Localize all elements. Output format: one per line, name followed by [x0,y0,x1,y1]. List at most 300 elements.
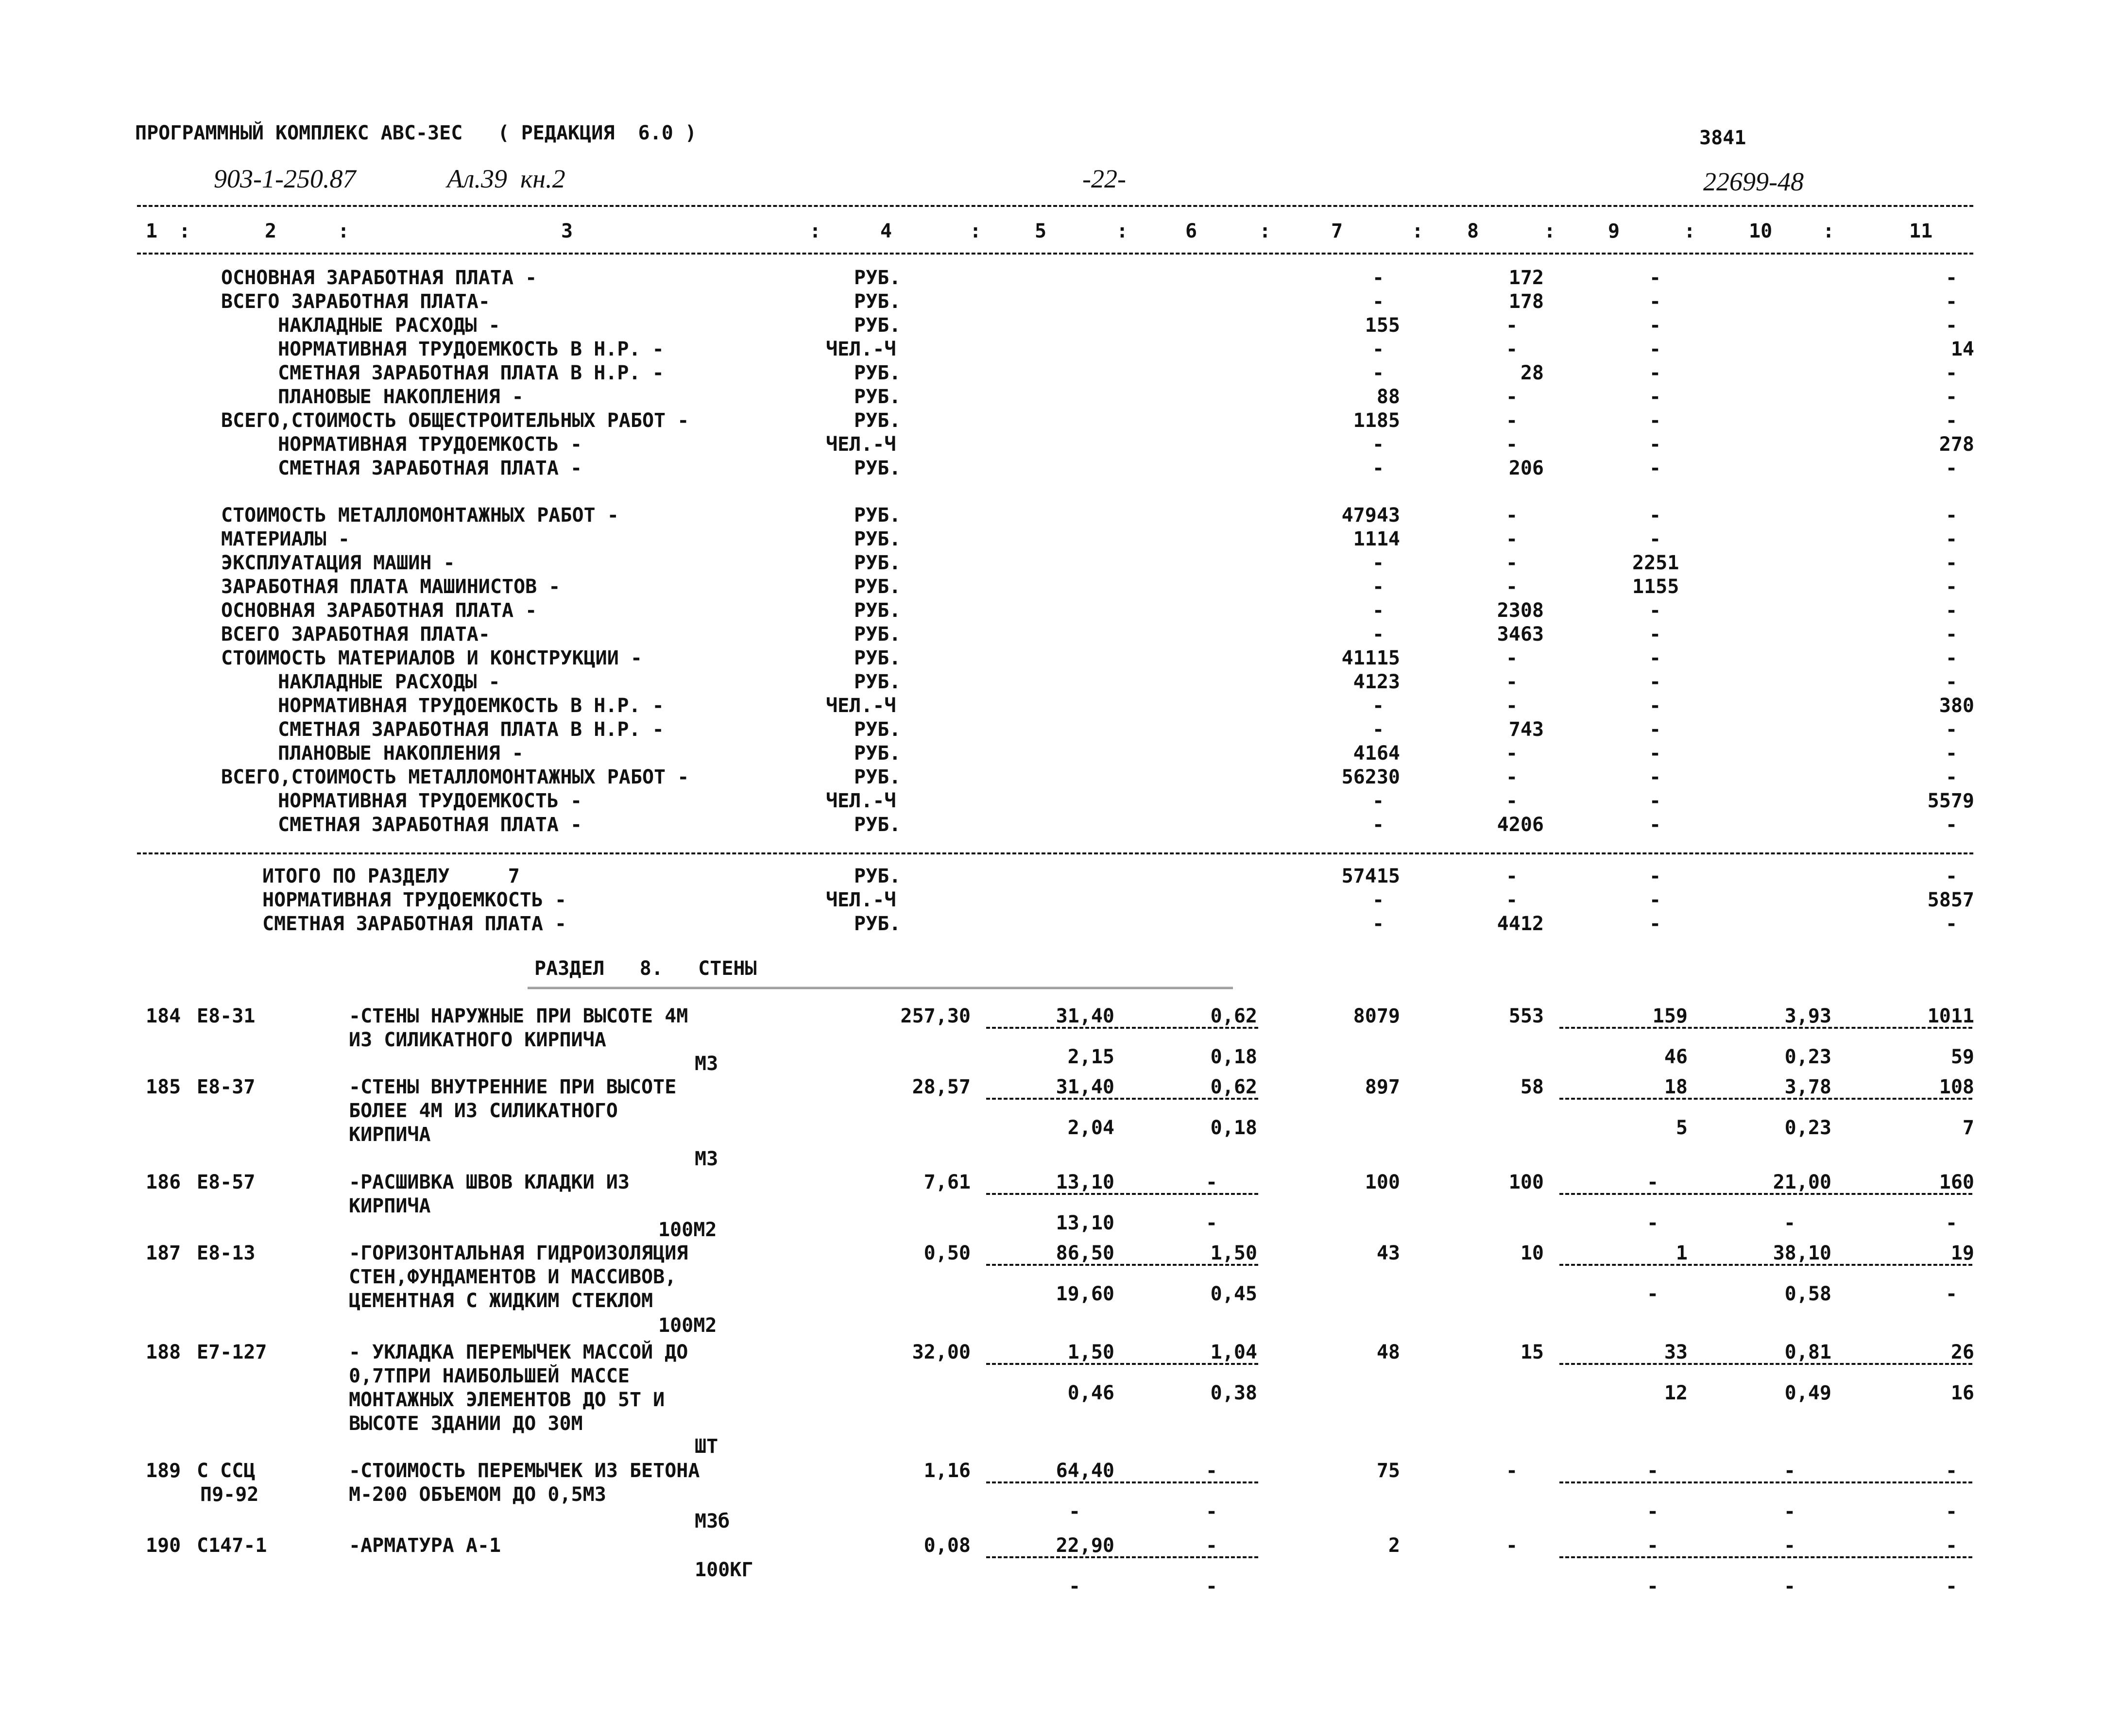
item-labor-total: 19 [1950,1242,1974,1264]
item-machine-price: 0,62 [1210,1005,1257,1027]
summary-col7: - [1372,576,1385,598]
summary-col9: - [1649,623,1661,646]
item-total: 48 [1376,1341,1400,1363]
item-quantity: 28,57 [912,1076,971,1098]
item-subrule [1559,1098,1972,1100]
summary-col9: - [1649,718,1661,741]
sheet-number: 3841 [1699,127,1746,149]
column-separator: : [179,220,191,242]
item-machines: - [1647,1171,1659,1193]
item-number: 187 [146,1242,181,1264]
summary-col11: - [1946,865,1958,887]
summary-col9: - [1649,338,1661,360]
item-subrule [986,1098,1258,1100]
summary-col8: 4206 [1497,814,1544,836]
item-labor-total-b: - [1946,1212,1958,1234]
item-labor-rate: - [1784,1534,1796,1557]
summary-unit: РУБ. [854,314,901,337]
summary-col8: - [1506,695,1518,717]
item-labor-rate-b: 0,49 [1784,1382,1831,1404]
item-unit-price-wage: 0,46 [1067,1382,1114,1404]
summary-col7: 88 [1376,386,1400,408]
item-labor-total-b: 7 [1962,1117,1974,1139]
item-labor-total-b: 59 [1950,1046,1974,1068]
item-subrule [1559,1264,1972,1266]
summary-col7: - [1372,623,1385,646]
item-quantity: 0,08 [923,1534,971,1557]
summary-col7: - [1372,362,1385,384]
summary-unit: ЧЕЛ.-Ч [826,889,896,911]
item-unit: 100КГ [695,1559,753,1581]
item-labor-total: - [1946,1460,1958,1482]
summary-label: ВСЕГО ЗАРАБОТНАЯ ПЛАТА- [221,623,490,646]
item-unit-price: 64,40 [1056,1460,1114,1482]
item-description: -СТЕНЫ НАРУЖНЫЕ ПРИ ВЫСОТЕ 4М [349,1005,688,1027]
summary-unit: ЧЕЛ.-Ч [826,695,896,717]
summary-col11: 5579 [1927,790,1974,812]
item-description: ВЫСОТЕ ЗДАНИИ ДО 30М [349,1413,583,1435]
summary-unit: РУБ. [854,814,901,836]
item-wage: 553 [1508,1005,1544,1027]
summary-col11: - [1946,528,1958,550]
summary-col11: 380 [1939,695,1974,717]
summary-label: НАКЛАДНЫЕ РАСХОДЫ - [278,314,500,337]
column-separator: : [1544,220,1556,242]
summary-col11: - [1946,290,1958,313]
item-labor-rate-b: 0,23 [1784,1046,1831,1068]
item-machines-wage: - [1647,1575,1659,1598]
summary-col11: - [1946,913,1958,935]
item-labor-total: 26 [1950,1341,1974,1363]
item-total: 8079 [1353,1005,1400,1027]
summary-col7: - [1372,790,1385,812]
summary-col11: - [1946,576,1958,598]
summary-label: ВСЕГО ЗАРАБОТНАЯ ПЛАТА- [221,290,490,313]
summary-col11: - [1946,623,1958,646]
item-number: 184 [146,1005,181,1027]
summary-col9: - [1649,889,1661,911]
summary-col7: - [1372,267,1385,289]
summary-label: СТОИМОСТЬ МАТЕРИАЛОВ И КОНСТРУКЦИИ - [221,647,642,669]
summary-col11: - [1946,504,1958,527]
summary-unit: РУБ. [854,267,901,289]
summary-col9: - [1649,504,1661,527]
item-number: 186 [146,1171,181,1193]
summary-col8: - [1506,409,1518,432]
summary-col9: - [1649,695,1661,717]
summary-label: НОРМАТИВНАЯ ТРУДОЕМКОСТЬ - [278,790,582,812]
summary-col8: - [1506,386,1518,408]
item-machines: 18 [1664,1076,1688,1098]
column-header-3: 3 [561,220,573,242]
item-subrule [1559,1193,1972,1195]
summary-col11: - [1946,814,1958,836]
item-wage: 100 [1508,1171,1544,1193]
summary-label: ПЛАНОВЫЕ НАКОПЛЕНИЯ - [278,386,524,408]
summary-col8: 4412 [1497,913,1544,935]
summary-col9: - [1649,386,1661,408]
item-quantity: 257,30 [900,1005,971,1027]
item-labor-rate-b: 0,23 [1784,1117,1831,1139]
column-header-4: 4 [880,220,892,242]
summary-col7: - [1372,290,1385,313]
item-unit-price-wage: 13,10 [1056,1212,1114,1234]
summary-col7: - [1372,552,1385,574]
summary-label: СМЕТНАЯ ЗАРАБОТНАЯ ПЛАТА - [278,457,582,479]
item-code: Е8-37 [197,1076,256,1098]
column-header-8: 8 [1467,220,1479,242]
item-code: С147-1 [197,1534,267,1557]
summary-label: ЭКСПЛУАТАЦИЯ МАШИН - [221,552,455,574]
summary-col11: - [1946,457,1958,479]
item-unit: 100М2 [658,1314,717,1337]
item-unit: М3 [695,1053,718,1075]
summary-label: ОСНОВНАЯ ЗАРАБОТНАЯ ПЛАТА - [221,267,537,289]
item-machine-price: 1,04 [1210,1341,1257,1363]
item-number: 190 [146,1534,181,1557]
item-wage: - [1506,1460,1518,1482]
summary-col9: - [1649,766,1661,788]
summary-col7: - [1372,695,1385,717]
item-subrule [986,1556,1258,1558]
column-separator: : [338,220,350,242]
summary-col7: 1185 [1353,409,1400,432]
item-labor-rate: 21,00 [1773,1171,1831,1193]
summary-col8: - [1506,766,1518,788]
section-total-rule [137,852,1973,854]
summary-col7: 57415 [1341,865,1400,887]
item-wage: 58 [1520,1076,1544,1098]
summary-col8: - [1506,433,1518,456]
item-labor-total: 1011 [1927,1005,1974,1027]
item-machines: 33 [1664,1341,1688,1363]
item-subrule [1559,1027,1972,1029]
item-unit-price-wage: - [1069,1575,1081,1598]
summary-label: МАТЕРИАЛЫ - [221,528,350,550]
item-machines-wage: - [1647,1212,1659,1234]
summary-label: НОРМАТИВНАЯ ТРУДОЕМКОСТЬ В Н.Р. - [278,338,664,360]
item-labor-total: - [1946,1534,1958,1557]
item-total: 75 [1376,1460,1400,1482]
summary-col8: - [1506,528,1518,550]
item-labor-total-b: - [1946,1283,1958,1305]
item-labor-rate: - [1784,1460,1796,1482]
item-machine-price: - [1206,1460,1218,1482]
summary-label: СМЕТНАЯ ЗАРАБОТНАЯ ПЛАТА В Н.Р. - [278,718,664,741]
item-wage: 10 [1520,1242,1544,1264]
summary-label: СМЕТНАЯ ЗАРАБОТНАЯ ПЛАТА - [278,814,582,836]
column-separator: : [1684,220,1696,242]
item-code: Е7-127 [197,1341,267,1363]
column-separator: : [1259,220,1271,242]
header-top-rule [137,205,1973,207]
item-labor-rate-b: - [1784,1500,1796,1523]
summary-col11: - [1946,647,1958,669]
item-description: -ГОРИЗОНТАЛЬНАЯ ГИДРОИЗОЛЯЦИЯ [349,1242,688,1264]
header-bottom-rule [137,253,1973,255]
item-description: -СТОИМОСТЬ ПЕРЕМЫЧЕК ИЗ БЕТОНА [349,1460,700,1482]
summary-col7: - [1372,599,1385,622]
summary-col11: - [1946,409,1958,432]
item-description: М-200 ОБЪЕМОМ ДО 0,5М3 [349,1483,606,1506]
summary-label: ВСЕГО,СТОИМОСТЬ МЕТАЛЛОМОНТАЖНЫХ РАБОТ - [221,766,689,788]
summary-label: НОРМАТИВНАЯ ТРУДОЕМКОСТЬ - [262,889,567,911]
summary-col7: 56230 [1341,766,1400,788]
summary-col9: - [1649,267,1661,289]
summary-col7: - [1372,433,1385,456]
column-separator: : [1823,220,1835,242]
item-subrule [986,1363,1258,1365]
item-unit-price: 31,40 [1056,1076,1114,1098]
summary-unit: ЧЕЛ.-Ч [826,790,896,812]
summary-col8: - [1506,552,1518,574]
item-machines-wage: - [1647,1500,1659,1523]
summary-col9: - [1649,314,1661,337]
item-description: -РАСШИВКА ШВОВ КЛАДКИ ИЗ [349,1171,630,1193]
summary-col7: - [1372,338,1385,360]
summary-unit: РУБ. [854,386,901,408]
item-quantity: 0,50 [923,1242,971,1264]
summary-col11: - [1946,552,1958,574]
program-title: ПРОГРАММНЫЙ КОМПЛЕКС АВС-ЗЕС ( РЕДАКЦИЯ 6.0 ) [135,122,697,144]
summary-col7: - [1372,718,1385,741]
summary-col11: - [1946,671,1958,693]
item-unit: М3 [695,1148,718,1170]
summary-col8: - [1506,647,1518,669]
summary-col11: - [1946,362,1958,384]
item-machine-wage: - [1206,1500,1218,1523]
summary-label: ЗАРАБОТНАЯ ПЛАТА МАШИНИСТОВ - [221,576,561,598]
summary-unit: РУБ. [854,552,901,574]
item-labor-total: 108 [1939,1076,1974,1098]
summary-unit: РУБ. [854,528,901,550]
section-title: РАЗДЕЛ 8. СТЕНЫ [534,957,757,980]
summary-unit: РУБ. [854,766,901,788]
summary-unit: РУБ. [854,647,901,669]
summary-col7: - [1372,913,1385,935]
summary-col7: 4123 [1353,671,1400,693]
summary-unit: ЧЕЛ.-Ч [826,433,896,456]
item-code: С ССЦ [197,1460,256,1482]
summary-unit: РУБ. [854,409,901,432]
album-ref: Ал.39 кн.2 [447,164,565,193]
summary-col7: 4164 [1353,742,1400,765]
summary-col9: - [1649,290,1661,313]
summary-label: СМЕТНАЯ ЗАРАБОТНАЯ ПЛАТА В Н.Р. - [278,362,664,384]
item-machines-wage: - [1647,1283,1659,1305]
summary-col9: - [1649,599,1661,622]
item-description: -АРМАТУРА А-1 [349,1534,501,1557]
column-header-9: 9 [1608,220,1620,242]
item-machine-wage: 0,45 [1210,1283,1257,1305]
item-description: -СТЕНЫ ВНУТРЕННИЕ ПРИ ВЫСОТЕ [349,1076,677,1098]
item-labor-total: 160 [1939,1171,1974,1193]
item-labor-rate: 0,81 [1784,1341,1831,1363]
item-total: 897 [1365,1076,1400,1098]
summary-label: НОРМАТИВНАЯ ТРУДОЕМКОСТЬ В Н.Р. - [278,695,664,717]
item-machines-wage: 12 [1664,1382,1688,1404]
summary-col8: - [1506,671,1518,693]
summary-col8: 3463 [1497,623,1544,646]
summary-unit: РУБ. [854,671,901,693]
summary-col11: - [1946,742,1958,765]
column-separator: : [970,220,982,242]
column-separator: : [1116,220,1128,242]
item-subrule [1559,1363,1972,1365]
summary-label: НАКЛАДНЫЕ РАСХОДЫ - [278,671,500,693]
item-unit-price: 31,40 [1056,1005,1114,1027]
summary-unit: РУБ. [854,290,901,313]
summary-col8: - [1506,338,1518,360]
summary-label: НОРМАТИВНАЯ ТРУДОЕМКОСТЬ - [278,433,582,456]
item-code: Е8-31 [197,1005,256,1027]
summary-label: ИТОГО ПО РАЗДЕЛУ 7 [262,865,520,887]
summary-unit: РУБ. [854,865,901,887]
column-header-1: 1 [146,220,158,242]
summary-col11: - [1946,386,1958,408]
item-unit-price: 1,50 [1067,1341,1114,1363]
summary-col11: 278 [1939,433,1974,456]
summary-label: ПЛАНОВЫЕ НАКОПЛЕНИЯ - [278,742,524,765]
summary-col7: - [1372,889,1385,911]
item-quantity: 7,61 [923,1171,971,1193]
summary-col9: - [1649,913,1661,935]
summary-col9: - [1649,409,1661,432]
item-labor-rate: 38,10 [1773,1242,1831,1264]
summary-unit: РУБ. [854,742,901,765]
item-number: 189 [146,1460,181,1482]
item-unit: ШТ [695,1435,718,1458]
item-unit-price-wage: 2,15 [1067,1046,1114,1068]
summary-col8: 172 [1508,267,1544,289]
item-machine-wage: 0,18 [1210,1117,1257,1139]
item-subrule [1559,1556,1972,1558]
item-machine-price: - [1206,1534,1218,1557]
item-labor-total-b: 16 [1950,1382,1974,1404]
summary-col8: - [1506,314,1518,337]
doc-code: 22699-48 [1703,167,1804,196]
item-machine-wage: 0,18 [1210,1046,1257,1068]
item-total: 100 [1365,1171,1400,1193]
column-separator: : [809,220,821,242]
summary-col9: - [1649,433,1661,456]
item-unit: М3б [695,1510,730,1532]
summary-col8: - [1506,576,1518,598]
summary-unit: РУБ. [854,457,901,479]
item-labor-rate-b: 0,58 [1784,1283,1831,1305]
item-wage: 15 [1520,1341,1544,1363]
summary-col8: 28 [1520,362,1544,384]
project-code: 903-1-250.87 [214,164,356,193]
item-labor-rate: 3,93 [1784,1005,1831,1027]
item-code: Е8-13 [197,1242,256,1264]
summary-unit: РУБ. [854,913,901,935]
item-unit-price-wage: 19,60 [1056,1283,1114,1305]
item-machines: - [1647,1460,1659,1482]
item-machines: 1 [1675,1242,1688,1264]
summary-col8: - [1506,889,1518,911]
summary-label: ОСНОВНАЯ ЗАРАБОТНАЯ ПЛАТА - [221,599,537,622]
column-header-6: 6 [1185,220,1197,242]
item-subrule [986,1264,1258,1266]
summary-col8: - [1506,742,1518,765]
item-description: ИЗ СИЛИКАТНОГО КИРПИЧА [349,1029,606,1051]
item-machines: - [1647,1534,1659,1557]
summary-col9: 2251 [1632,552,1679,574]
summary-col11: - [1946,599,1958,622]
summary-col8: - [1506,790,1518,812]
item-quantity: 1,16 [923,1460,971,1482]
item-machine-wage: - [1206,1575,1218,1598]
item-total: 2 [1388,1534,1400,1557]
summary-col8: - [1506,504,1518,527]
item-machines: 159 [1652,1005,1688,1027]
summary-col11: - [1946,766,1958,788]
summary-col9: - [1649,528,1661,550]
summary-col11: 5857 [1927,889,1974,911]
item-machine-price: 1,50 [1210,1242,1257,1264]
item-subrule [1559,1481,1972,1483]
item-total: 43 [1376,1242,1400,1264]
summary-label: СТОИМОСТЬ МЕТАЛЛОМОНТАЖНЫХ РАБОТ - [221,504,619,527]
item-unit-price: 86,50 [1056,1242,1114,1264]
summary-col7: 47943 [1341,504,1400,527]
item-machine-wage: - [1206,1212,1218,1234]
column-header-5: 5 [1035,220,1047,242]
item-description: СТЕН,ФУНДАМЕНТОВ И МАССИВОВ, [349,1266,677,1288]
item-description: БОЛЕЕ 4М ИЗ СИЛИКАТНОГО [349,1100,618,1122]
item-description: ЦЕМЕНТНАЯ С ЖИДКИМ СТЕКЛОМ [349,1290,653,1312]
item-description: КИРПИЧА [349,1195,431,1217]
item-description: МОНТАЖНЫХ ЭЛЕМЕНТОВ ДО 5Т И [349,1389,665,1411]
summary-col9: - [1649,790,1661,812]
summary-col7: - [1372,457,1385,479]
summary-unit: РУБ. [854,623,901,646]
summary-col8: 2308 [1497,599,1544,622]
item-labor-rate-b: - [1784,1575,1796,1598]
summary-unit: РУБ. [854,362,901,384]
summary-col8: 743 [1508,718,1544,741]
item-number: 188 [146,1341,181,1363]
item-unit-price-wage: 2,04 [1067,1117,1114,1139]
summary-label: ВСЕГО,СТОИМОСТЬ ОБЩЕСТРОИТЕЛЬНЫХ РАБОТ - [221,409,689,432]
summary-col9: - [1649,865,1661,887]
item-machines-wage: 46 [1664,1046,1688,1068]
section-title-underline [528,987,1233,989]
item-wage: - [1506,1534,1518,1557]
summary-col9: - [1649,671,1661,693]
summary-col9: - [1649,362,1661,384]
summary-col11: - [1946,718,1958,741]
summary-unit: ЧЕЛ.-Ч [826,338,896,360]
summary-col11: - [1946,314,1958,337]
column-separator: : [1412,220,1424,242]
summary-col7: 41115 [1341,647,1400,669]
summary-label: СМЕТНАЯ ЗАРАБОТНАЯ ПЛАТА - [262,913,567,935]
summary-col8: 206 [1508,457,1544,479]
summary-unit: РУБ. [854,599,901,622]
item-description: КИРПИЧА [349,1123,431,1146]
item-subrule [986,1193,1258,1195]
item-unit-price: 22,90 [1056,1534,1114,1557]
item-code-2: П9-92 [200,1483,259,1506]
column-header-10: 10 [1749,220,1773,242]
summary-unit: РУБ. [854,718,901,741]
item-subrule [986,1027,1258,1029]
item-machines-wage: 5 [1675,1117,1688,1139]
item-labor-total-b: - [1946,1575,1958,1598]
item-machine-price: - [1206,1171,1218,1193]
